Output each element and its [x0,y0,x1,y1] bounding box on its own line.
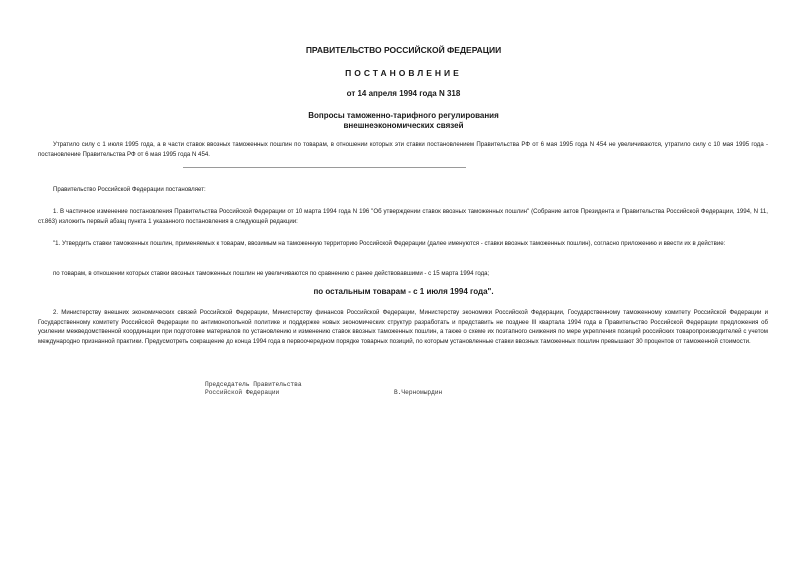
subject-line-1: Вопросы таможенно-тарифного регулирования [308,111,499,120]
item-1: 1. В частичное изменение постановления Правительства Российской Федерации от 10 марта 1994 года N 196 "Об утверждении ставок ввозных таможенных пошлин" (Собрание актов Президента и Правительства Российской Федерации, 1994, N 11, ст.863) изложить первый абзац пункта 1 указанного постановления в следующей редакции: [38,208,768,225]
item-2: 2. Министерству внешних экономических связей Российской Федерации, Министерству финансов Российской Федерации, Министерству экономики Российской Федерации, Государственному таможенному комитету Российской Федерации и Государственному комитету Российской Федерации по антимонопольной политике и поддержке новых экономических структур разработать и представить не позднее III квартала 1994 года в Правительство Российской Федерации предложения об усилении межведомственной координации при подготовке материалов по установлению и изменению ставок ввозных таможенных пошлин, а также о схеме их поэтапного снижения по мере укрепления позиций российских товаропроизводителей с учетом международно признанной практики. Предусмотреть сокращение до конца 1994 года в первоочередном порядке товарных позиций, по которым установленные ставки ввозных таможенных пошлин превышают 30 процентов от таможенной стоимости. [38,309,768,345]
quoted-clause-1: "1. Утвердить ставки таможенных пошлин, применяемых к товарам, ввозимым на таможенную территорию Российской Федерации (далее именуются - ставки ввозных таможенных пошлин), согласно приложению и ввести их в действие: [53,240,726,247]
issuing-authority: ПРАВИТЕЛЬСТВО РОССИЙСКОЙ ФЕДЕРАЦИИ [305,45,502,55]
divider [183,167,466,168]
quoted-clause-2: по товарам, в отношении которых ставки ввозных таможенных пошлин не увеличиваются по сравнению с ранее действовавшими - с 15 марта 1994 года; [53,270,490,277]
signatory-title-line-1: Председатель Правительства [205,381,302,388]
document-date-number: от 14 апреля 1994 года N 318 [346,89,461,98]
preamble: Правительство Российской Федерации постановляет: [53,186,206,193]
signatory-title-line-2: Российской Федерации [205,389,280,396]
document-type: ПОСТАНОВЛЕНИЕ [345,68,462,78]
document-subject [0,111,807,131]
quoted-clause-3: по остальным товарам - с 1 июля 1994 года". [313,287,494,296]
signatory-name: В.Черномырдин [394,389,443,396]
status-note: Утратило силу с 1 июля 1995 года, а в части ставок ввозных таможенных пошлин по товарам, в отношении которых эти ставки постановлением Правительства РФ от 6 мая 1995 года N 454 не увеличиваются, утратило силу с 10 мая 1995 года - постановление Правительства РФ от 6 мая 1995 года N 454. [38,141,768,158]
subject-line-2: внешнеэкономических связей [343,121,464,130]
